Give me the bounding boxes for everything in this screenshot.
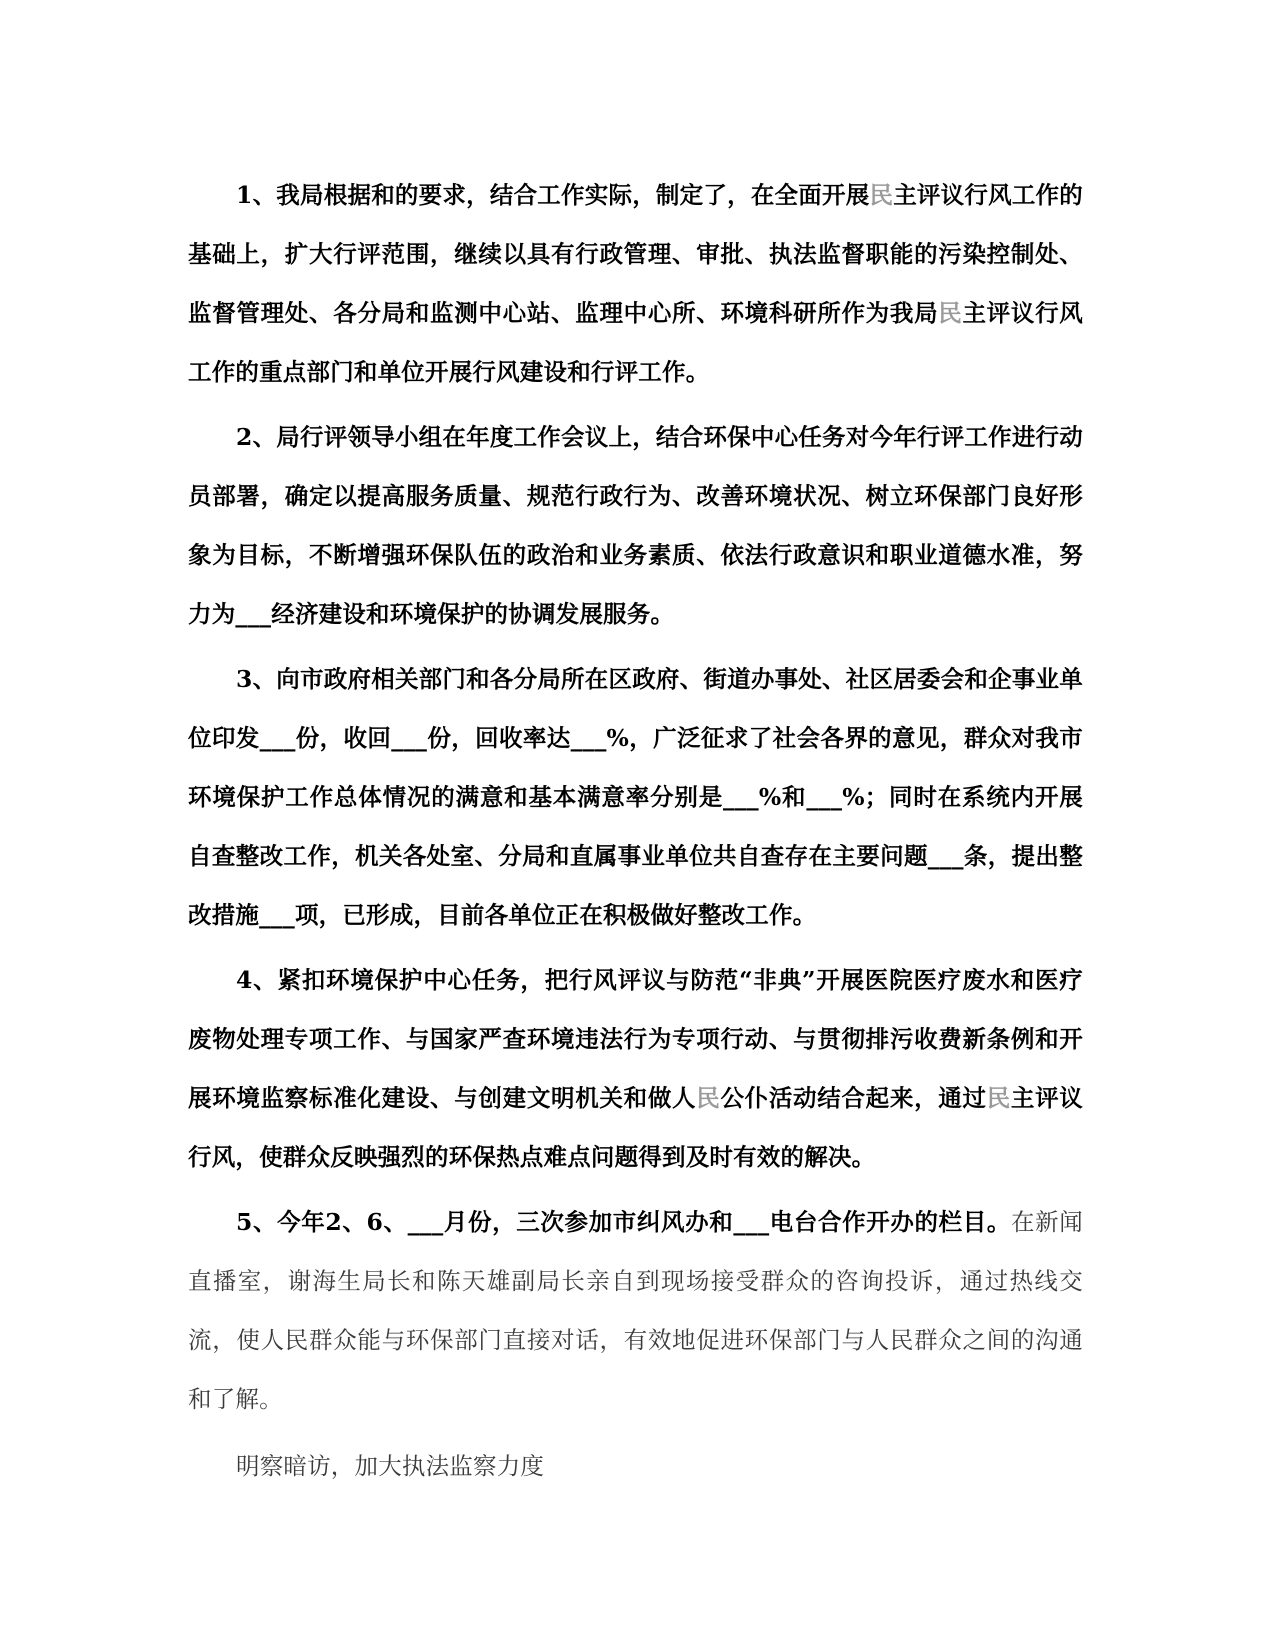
document-body: [188, 166, 1083, 1502]
paragraph-4-text-c: 公仆活动结合起来，通过: [720, 1084, 987, 1112]
paragraph-1-faded-char-2: 民: [938, 299, 963, 327]
paragraph-1-text-a: 1、我局根据和的要求，结合工作实际，制定了，在全面开展: [236, 181, 870, 209]
paragraph-4-faded-char-2: 民: [986, 1084, 1011, 1112]
paragraph-2: 2、局行评领导小组在年度工作会议上，结合环保中心任务对今年行评工作进行动员部署，确定以提高服务质量、规范行政行为、改善环境状况、树立环保部门良好形象为目标，不断增强环保队伍的政治和业务素质、依法行政意识和职业道德水准，努力为___经济建设和环境保护的协调发展服务。: [188, 423, 1083, 628]
paragraph-1: [188, 166, 1083, 402]
section-heading: 明察暗访，加大执法监察力度: [236, 1452, 545, 1480]
paragraph-1-faded-char: 民: [869, 181, 894, 209]
paragraph-1-text-c: 主评议行风工作的基础上，扩大行评范围，继续以具有行政管理、审批、执法监督职能的污染控制处、监督管理处、各分局和监测中心站、监理中心所、环境科研所作为我局: [188, 181, 1083, 327]
paragraph-4-text-e: 主评议行风，使群众反映强烈的环保热点难点问题得到及时有效的解决。: [188, 1084, 1083, 1171]
paragraph-5-text-bold: 5、今年2、6、___月份，三次参加市纠风办和___电台合作开办的栏目。: [236, 1208, 1012, 1236]
paragraph-1-text-e: 主评议行风工作的重点部门和单位开展行风建设和行评工作。: [188, 299, 1083, 386]
paragraph-5: [188, 1193, 1083, 1429]
paragraph-4-text-a: 4、紧扣环境保护中心任务，把行风评议与防范“非典”开展医院医疗废水和医疗废物处理专项工作、与国家严查环境违法行为专项行动、与贯彻排污收费新条例和开展环境监察标准化建设、与创建文明机关和做人: [188, 966, 1083, 1112]
paragraph-5-text-regular: 在新闻直播室，谢海生局长和陈天雄副局长亲自到现场接受群众的咨询投诉，通过热线交流，使人民群众能与环保部门直接对话，有效地促进环保部门与人民群众之间的沟通和了解。: [188, 1208, 1083, 1413]
paragraph-4-faded-char: 民: [696, 1084, 721, 1112]
paragraph-4: [188, 951, 1083, 1187]
paragraph-3: 3、向市政府相关部门和各分局所在区政府、街道办事处、社区居委会和企事业单位印发___份，收回___份，回收率达___%，广泛征求了社会各界的意见，群众对我市环境保护工作总体情况的满意和基本满意率分别是___%和___%；同时在系统内开展自查整改工作，机关各处室、分局和直属事业单位共自查存在主要问题___条，提出整改措施___项，已形成，目前各单位正在积极做好整改工作。: [188, 665, 1083, 929]
